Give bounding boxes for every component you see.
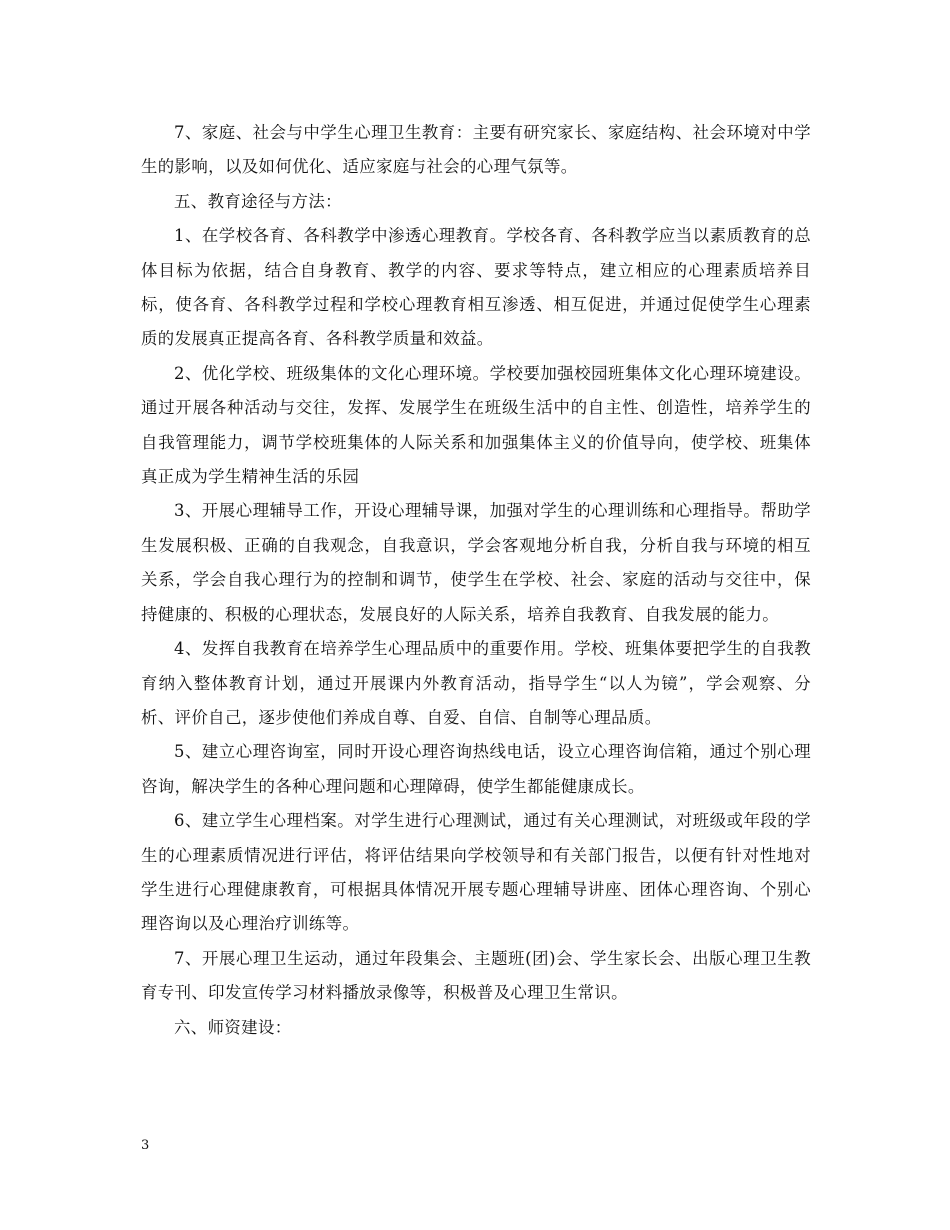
paragraph-method-7: 7、开展心理卫生运动，通过年段集会、主题班(团)会、学生家长会、出版心理卫生教育专刊、印发宣传学习材料播放录像等，积极普及心理卫生常识。 — [141, 948, 811, 1003]
paragraph-method-1: 1、在学校各育、各科教学中渗透心理教育。学校各育、各科教学应当以素质教育的总体目标为依据，结合自身教育、教学的内容、要求等特点，建立相应的心理素质培养目标，使各育、各科教学过程和学校心理教育相互渗透、相互促进，并通过促使学生心理素质的发展真正提高各育、各科教学质量和效益。 — [141, 226, 811, 349]
paragraph-method-5: 5、建立心理咨询室，同时开设心理咨询热线电话，设立心理咨询信箱，通过个别心理咨询，解决学生的各种心理问题和心理障碍，使学生都能健康成长。 — [141, 742, 811, 796]
paragraph-method-4: 4、发挥自我教育在培养学生心理品质中的重要作用。学校、班集体要把学生的自我教育纳入整体教育计划，通过开展课内外教育活动，指导学生“以人为镜”，学会观察、分析、评价自己，逐步使他们养成自尊、自爱、自信、自制等心理品质。 — [141, 639, 811, 727]
document-body — [141, 116, 811, 1045]
paragraph-family-society-education: 7、家庭、社会与中学生心理卫生教育：主要有研究家长、家庭结构、社会环境对中学生的影响，以及如何优化、适应家庭与社会的心理气氛等。 — [141, 123, 811, 177]
paragraph-method-3: 3、开展心理辅导工作，开设心理辅导课，加强对学生的心理训练和心理指导。帮助学生发展积极、正确的自我观念，自我意识，学会客观地分析自我，分析自我与环境的相互关系，学会自我心理行为的控制和调节，使学生在学校、社会、家庭的活动与交往中，保持健康的、积极的心理状态，发展良好的人际关系，培养自我教育、自我发展的能力。 — [141, 501, 811, 624]
paragraph-method-6: 6、建立学生心理档案。对学生进行心理测试，通过有关心理测试，对班级或年段的学生的心理素质情况进行评估，将评估结果向学校领导和有关部门报告，以便有针对性地对学生进行心理健康教育，可根据具体情况开展专题心理辅导讲座、团体心理咨询、个别心理咨询以及心理治疗训练等。 — [141, 811, 811, 934]
page-number: 3 — [141, 1138, 150, 1153]
paragraph-method-2: 2、优化学校、班级集体的文化心理环境。学校要加强校园班集体文化心理环境建设。通过开展各种活动与交往，发挥、发展学生在班级生活中的自主性、创造性，培养学生的自我管理能力，调节学校班集体的人际关系和加强集体主义的价值导向，使学校、班集体真正成为学生精神生活的乐园 — [141, 363, 811, 487]
section-heading-education-methods: 五、教育途径与方法： — [174, 191, 342, 211]
section-heading-teacher-building: 六、师资建设： — [174, 1017, 292, 1037]
